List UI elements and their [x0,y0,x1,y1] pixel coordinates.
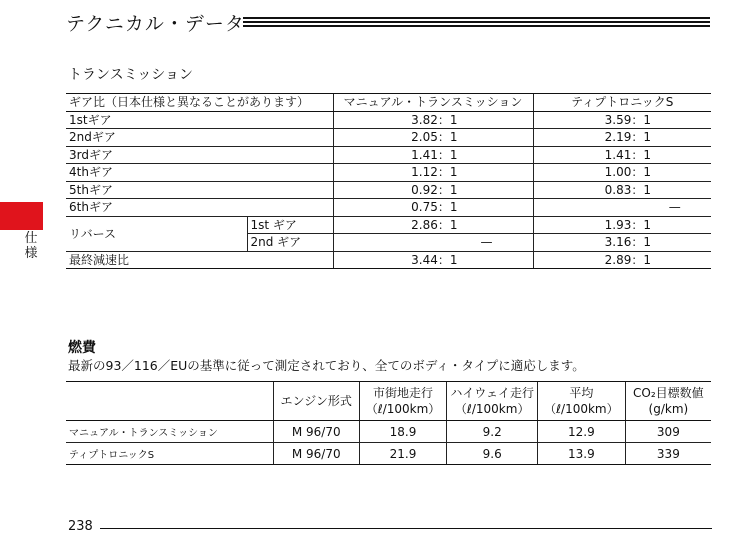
header-highway-unit: （ℓ/100km） [454,402,530,416]
table-header-row [66,94,711,112]
gear-label: 5thギア [66,181,333,199]
tiptronic-ratio: — [533,199,711,217]
header-highway [447,382,538,421]
highway-value: 9.6 [447,443,538,465]
highway-value: 9.2 [447,421,538,443]
manual-ratio: 1.41：1 [333,146,533,164]
table-row [66,199,711,217]
header-gear-ratio: ギア比（日本仕様と異なることがあります） [66,94,333,112]
table-row [66,251,711,269]
fuel-consumption-table [66,381,711,465]
gear-label: 2ndギア [66,129,333,147]
tiptronic-ratio: 3.59：1 [533,111,711,129]
fuel-section-title: 燃費 [68,340,96,356]
tiptronic-ratio: 2.19：1 [533,129,711,147]
gear-label: 3rdギア [66,146,333,164]
table-row [66,421,711,443]
final-drive-label: 最終減速比 [66,251,333,269]
table-row [66,181,711,199]
average-value: 12.9 [537,421,625,443]
header-city-label: 市街地走行 [373,386,434,400]
reverse-sub-label: 1st ギア [247,216,333,234]
header-highway-label: ハイウェイ走行 [450,386,534,400]
co2-value: 339 [625,443,711,465]
transmission-type: マニュアル・トランスミッション [66,421,273,443]
page-title: テクニカル・データ [66,13,245,35]
table-row [66,111,711,129]
header-engine: エンジン形式 [273,382,359,421]
header-manual: マニュアル・トランスミッション [333,94,533,112]
fuel-description: 最新の93／116／EUの基準に従って測定されており、全てのボディ・タイプに適応します。 [68,358,585,373]
manual-ratio: 2.05：1 [333,129,533,147]
gear-label: 6thギア [66,199,333,217]
manual-ratio: — [333,234,533,252]
table-row [66,129,711,147]
transmission-section-title: トランスミッション [68,67,194,83]
city-value: 18.9 [359,421,447,443]
header-average [537,382,625,421]
section-tab-label: 仕様 [24,231,38,261]
engine-type: M 96/70 [273,421,359,443]
co2-value: 309 [625,421,711,443]
gear-label: 4thギア [66,164,333,182]
tiptronic-ratio: 1.93：1 [533,216,711,234]
manual-ratio: 1.12：1 [333,164,533,182]
manual-ratio: 2.86：1 [333,216,533,234]
header-tiptronic: ティプトロニックS [533,94,711,112]
transmission-type: ティプトロニックS [66,443,273,465]
tiptronic-ratio: 1.41：1 [533,146,711,164]
table-row [66,216,711,234]
header-city [359,382,447,421]
header-city-unit: （ℓ/100km） [365,402,441,416]
header-blank [66,382,273,421]
engine-type: M 96/70 [273,443,359,465]
gear-label: 1stギア [66,111,333,129]
header-average-unit: （ℓ/100km） [544,402,619,416]
city-value: 21.9 [359,443,447,465]
tiptronic-ratio: 0.83：1 [533,181,711,199]
table-header-row [66,382,711,421]
header-co2-label: CO₂目標数値 [633,386,704,400]
manual-ratio: 3.82：1 [333,111,533,129]
gear-ratio-table [66,93,711,269]
section-tab-marker [0,202,43,230]
manual-ratio: 3.44：1 [333,251,533,269]
reverse-label: リバース [66,216,247,251]
header-co2 [625,382,711,421]
manual-ratio: 0.75：1 [333,199,533,217]
reverse-sub-label: 2nd ギア [247,234,333,252]
footer-rule [100,528,712,529]
manual-ratio: 0.92：1 [333,181,533,199]
average-value: 13.9 [537,443,625,465]
tiptronic-ratio: 1.00：1 [533,164,711,182]
table-row [66,443,711,465]
tiptronic-ratio: 2.89：1 [533,251,711,269]
tiptronic-ratio: 3.16：1 [533,234,711,252]
header-average-label: 平均 [569,386,594,400]
table-row [66,146,711,164]
table-row [66,164,711,182]
header-co2-unit: (g/km) [648,402,689,416]
title-rule [243,17,710,27]
page-number: 238 [68,519,93,534]
